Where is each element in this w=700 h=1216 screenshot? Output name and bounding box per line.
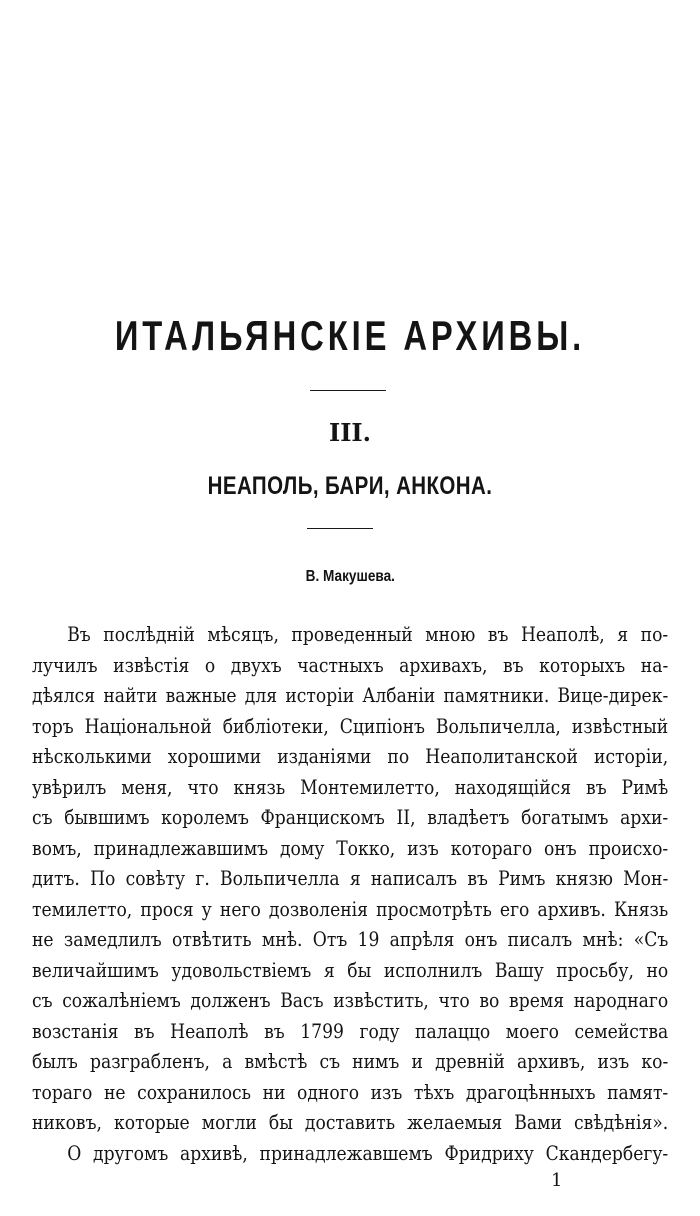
body-line: съ сожалѣніемъ долженъ Васъ извѣстить, что во время народнаго [32, 989, 669, 1012]
article-subtitle: НЕАПОЛЬ, БАРИ, АНКОНА. [207, 472, 493, 500]
body-line: возстанія въ Неаполѣ въ 1799 году палаццо моего семейства [32, 1019, 669, 1043]
body-line: увѣрилъ меня, что князь Монтемилетто, находящійся въ Римѣ [32, 775, 669, 799]
body-line: Въ послѣдній мѣсяцъ, проведенный мною въ Неаполѣ, я по- [67, 623, 669, 646]
body-text [32, 620, 668, 1169]
body-line: дѣялся найти важные для исторіи Албаніи памятники. Вице-дирек- [32, 684, 669, 707]
body-line: былъ разграбленъ, а вмѣстѣ съ нимъ и древній архивъ, изъ ко- [32, 1050, 669, 1073]
body-line: лучилъ извѣстія о двухъ частныхъ архивахъ, въ которыхъ на- [32, 653, 669, 677]
body-line: дитъ. По совѣту г. Вольпичелла я написалъ въ Римъ князю Мон- [32, 867, 669, 890]
author-name: В. Макушева. [305, 568, 395, 585]
page-number: 1 [551, 1170, 563, 1191]
part-number: III. [328, 418, 372, 447]
body-line: торъ Національной библіотеки, Сципіонъ Вольпичелла, извѣстный [32, 714, 669, 738]
article-title: ИТАЛЬЯНСКІЕ АРХИВЫ. [114, 312, 586, 359]
body-line: темилетто, прося у него дозволенія просмотрѣть его архивъ. Князь [32, 897, 669, 921]
body-line: величайшимъ удовольствіемъ я бы исполнилъ Вашу просьбу, но [32, 958, 669, 982]
body-line: нѣсколькими хорошими изданіями по Неаполитанской исторіи, [32, 745, 669, 768]
subtitle-divider [307, 528, 373, 529]
body-line: никовъ, которые могли бы доставить желаемыя Вами свѣдѣнія». [32, 1111, 669, 1134]
body-line: не замедлилъ отвѣтить мнѣ. Отъ 19 апрѣля онъ писалъ мнѣ: «Съ [32, 928, 669, 951]
body-line: съ бывшимъ королемъ Францискомъ II, владѣетъ богатымъ архи- [32, 806, 669, 829]
body-line: вомъ, принадлежавшимъ дому Токко, изъ котораго онъ происхо- [32, 836, 669, 860]
title-divider [310, 390, 386, 391]
body-line: тораго не сохранилось ни одного изъ тѣхъ драгоцѣнныхъ памят- [32, 1080, 669, 1104]
body-line: О другомъ архивѣ, принадлежавшемъ Фридриху Скандербегу- [67, 1141, 669, 1165]
